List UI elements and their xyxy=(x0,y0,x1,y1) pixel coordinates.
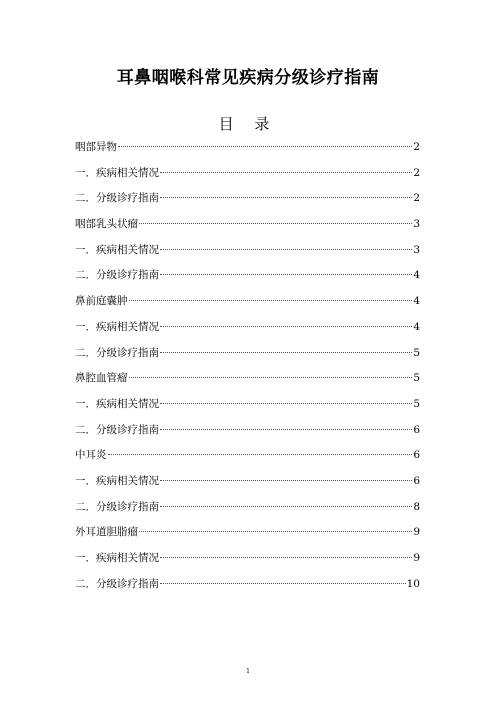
toc-entry-page-number: 6 xyxy=(413,423,420,436)
toc-entry-page-number: 5 xyxy=(413,346,420,359)
toc-section-entry[interactable] xyxy=(75,346,420,372)
toc-entry-label: 二．分级诊疗指南 xyxy=(75,500,159,513)
toc-entry-label: 一．疾病相关情况 xyxy=(75,474,159,487)
toc-entry-page-number: 9 xyxy=(413,552,420,564)
toc-chapter-entry[interactable] xyxy=(75,294,420,320)
toc-entry-label: 一．疾病相关情况 xyxy=(75,552,159,564)
toc-entry-page-number: 2 xyxy=(413,141,420,153)
toc-entry-label: 二．分级诊疗指南 xyxy=(75,577,159,590)
toc-entry-page-number: 5 xyxy=(413,397,420,410)
toc-section-entry[interactable] xyxy=(75,577,420,603)
toc-section-entry[interactable] xyxy=(75,166,420,192)
toc-chapter-entry[interactable] xyxy=(75,140,420,166)
toc-entry-page-number: 2 xyxy=(413,192,420,205)
toc-dot-leader xyxy=(160,480,412,481)
toc-entry-label: 二．分级诊疗指南 xyxy=(75,269,159,282)
toc-chapter-entry[interactable] xyxy=(75,371,420,397)
toc-dot-leader xyxy=(139,223,412,224)
toc-entry-page-number: 4 xyxy=(413,320,420,333)
toc-section-entry[interactable] xyxy=(75,191,420,217)
toc-dot-leader xyxy=(160,326,412,327)
toc-dot-leader xyxy=(160,506,412,507)
toc-entry-label: 二．分级诊疗指南 xyxy=(75,423,159,436)
table-of-contents xyxy=(75,140,420,602)
toc-entry-page-number: 8 xyxy=(413,500,420,513)
toc-section-entry[interactable] xyxy=(75,320,420,346)
toc-chapter-entry[interactable] xyxy=(75,448,420,474)
toc-dot-leader xyxy=(160,429,412,430)
page-title: 耳鼻咽喉科常见疾病分级诊疗指南 xyxy=(116,68,380,88)
toc-dot-leader xyxy=(160,557,412,558)
toc-entry-page-number: 2 xyxy=(413,166,420,179)
toc-dot-leader xyxy=(129,300,413,301)
toc-section-entry[interactable] xyxy=(75,268,420,294)
toc-entry-page-number: 4 xyxy=(413,295,420,308)
toc-entry-page-number: 5 xyxy=(413,372,420,385)
toc-entry-label: 咽部异物 xyxy=(75,141,117,153)
toc-chapter-entry[interactable] xyxy=(75,217,420,243)
toc-entry-page-number: 6 xyxy=(413,474,420,487)
toc-entry-page-number: 3 xyxy=(413,218,420,231)
toc-entry-label: 一．疾病相关情况 xyxy=(75,166,159,179)
toc-section-entry[interactable] xyxy=(75,474,420,500)
toc-dot-leader xyxy=(160,172,412,173)
toc-dot-leader xyxy=(160,583,406,584)
toc-dot-leader xyxy=(118,146,412,147)
toc-section-entry[interactable] xyxy=(75,551,420,577)
toc-entry-label: 一．疾病相关情况 xyxy=(75,243,159,256)
toc-heading: 目 录 xyxy=(218,115,278,133)
toc-dot-leader xyxy=(160,352,412,353)
toc-section-entry[interactable] xyxy=(75,500,420,526)
toc-dot-leader xyxy=(139,531,412,532)
toc-section-entry[interactable] xyxy=(75,423,420,449)
toc-entry-page-number: 6 xyxy=(413,449,420,462)
toc-entry-page-number: 10 xyxy=(406,577,420,590)
toc-entry-page-number: 3 xyxy=(413,243,420,256)
toc-entry-label: 鼻前庭囊肿 xyxy=(75,295,128,308)
page-number: 1 xyxy=(246,668,250,675)
toc-entry-label: 二．分级诊疗指南 xyxy=(75,192,159,205)
toc-entry-label: 咽部乳头状瘤 xyxy=(75,218,138,231)
toc-dot-leader xyxy=(129,377,413,378)
toc-entry-label: 外耳道胆脂瘤 xyxy=(75,526,138,539)
toc-entry-label: 中耳炎 xyxy=(75,449,107,462)
toc-chapter-entry[interactable] xyxy=(75,525,420,551)
toc-entry-label: 二．分级诊疗指南 xyxy=(75,346,159,359)
toc-entry-label: 鼻腔血管瘤 xyxy=(75,372,128,385)
toc-section-entry[interactable] xyxy=(75,243,420,269)
toc-dot-leader xyxy=(108,454,413,455)
toc-entry-page-number: 4 xyxy=(413,269,420,282)
toc-section-entry[interactable] xyxy=(75,397,420,423)
toc-dot-leader xyxy=(160,249,412,250)
toc-entry-page-number: 9 xyxy=(413,526,420,539)
toc-dot-leader xyxy=(160,274,412,275)
toc-entry-label: 一．疾病相关情况 xyxy=(75,320,159,333)
toc-entry-label: 一．疾病相关情况 xyxy=(75,397,159,410)
toc-dot-leader xyxy=(160,403,412,404)
toc-dot-leader xyxy=(160,197,412,198)
